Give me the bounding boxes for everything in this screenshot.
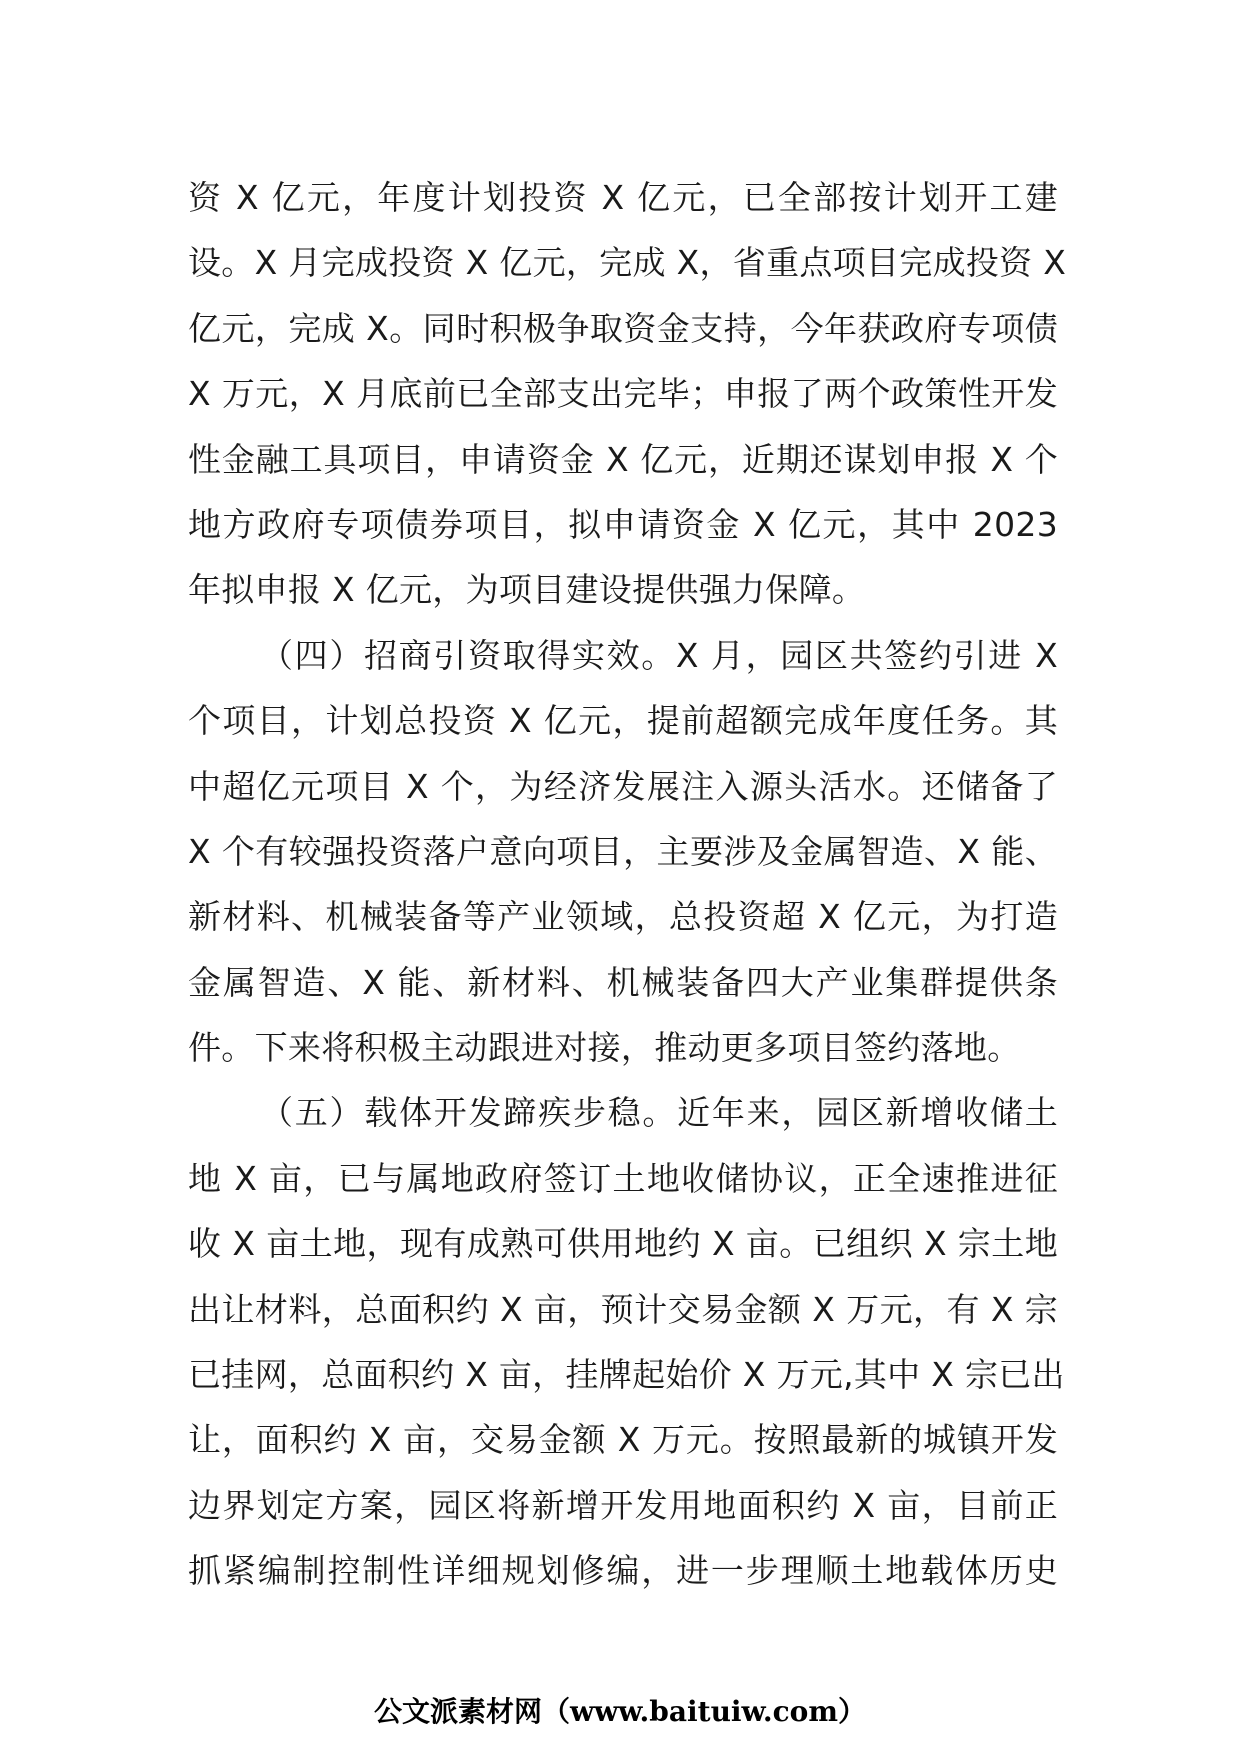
section-heading-line: （四）招商引资取得实效。X 月，园区共签约引进 X	[260, 635, 1058, 675]
text-line: 新材料、机械装备等产业领域，总投资超 X 亿元，为打造	[188, 897, 1058, 937]
text-line: 出让材料，总面积约 X 亩，预计交易金额 X 万元，有 X 宗	[188, 1289, 1058, 1329]
text-line: 地方政府专项债券项目，拟申请资金 X 亿元，其中 2023	[188, 504, 1058, 544]
paragraph-end-line: 件。下来将积极主动跟进对接，推动更多项目签约落地。	[188, 1028, 1021, 1068]
text-line: 中超亿元项目 X 个，为经济发展注入源头活水。还储备了	[188, 766, 1058, 806]
footer-watermark: 公文派素材网（www.baituiw.com）	[374, 1695, 866, 1728]
text-line: 让，面积约 X 亩，交易金额 X 万元。按照最新的城镇开发	[188, 1420, 1058, 1460]
text-line: 金属智造、X 能、新材料、机械装备四大产业集群提供条	[188, 962, 1058, 1002]
text-line: 亿元，完成 X。同时积极争取资金支持，今年获政府专项债	[188, 308, 1058, 348]
body-text	[188, 165, 1067, 1604]
text-line: 资 X 亿元，年度计划投资 X 亿元，已全部按计划开工建	[188, 178, 1058, 217]
text-line: 抓紧编制控制性详细规划修编，进一步理顺土地载体历史	[188, 1551, 1058, 1591]
text-line: 已挂网，总面积约 X 亩，挂牌起始价 X 万元,其中 X 宗已出	[188, 1355, 1065, 1395]
text-line: 地 X 亩，已与属地政府签订土地收储协议，正全速推进征	[188, 1158, 1058, 1198]
paragraph-end-line: 年拟申报 X 亿元，为项目建设提供强力保障。	[188, 570, 866, 610]
text-line: 设。X 月完成投资 X 亿元，完成 X，省重点项目完成投资 X	[188, 243, 1067, 283]
section-heading-line: （五）载体开发蹄疾步稳。近年来，园区新增收储土	[260, 1093, 1058, 1133]
text-line: 收 X 亩土地，现有成熟可供用地约 X 亩。已组织 X 宗土地	[188, 1224, 1058, 1264]
text-line: 边界划定方案，园区将新增开发用地面积约 X 亩，目前正	[188, 1485, 1058, 1525]
text-line: X 万元，X 月底前已全部支出完毕；申报了两个政策性开发	[188, 374, 1058, 414]
text-line: 个项目，计划总投资 X 亿元，提前超额完成年度任务。其	[188, 701, 1058, 741]
text-line: X 个有较强投资落户意向项目，主要涉及金属智造、X 能、	[188, 831, 1058, 871]
text-line: 性金融工具项目，申请资金 X 亿元，近期还谋划申报 X 个	[188, 439, 1058, 479]
